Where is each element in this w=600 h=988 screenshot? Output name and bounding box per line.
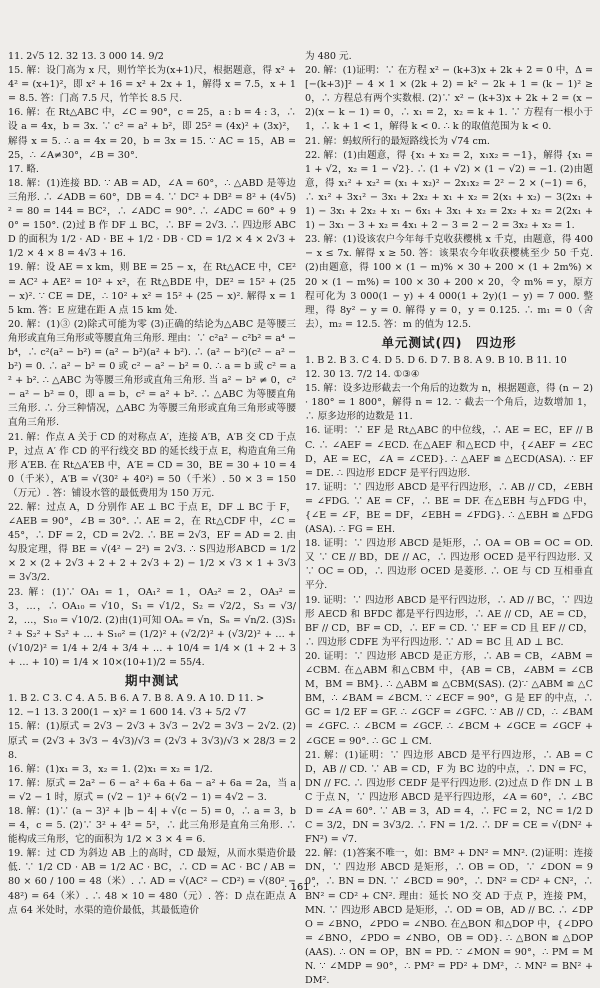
right-column — [305, 50, 593, 988]
answer-item: 19. 解：设 AE = x km，则 BE = 25 − x，在 Rt△ACE 中，CE² = AC² + AE² = 10² + x²，在 Rt△BDE 中，DE² = 15² + (25 − x)². ∵ CE = DE，∴ 10² + x² = 15² + (25 − x)². 解得 x = 15 km. 答：E 应建在距 A 点 15 km 处. — [8, 262, 296, 316]
answer-item: 12. −1 13. 3 200(1 − x)² = 1 600 14. √3 + 5/2 √7 — [8, 707, 247, 719]
answer-item: 21. 解：作点 A 关于 CD 的对称点 A′，连接 A′B，A′B 交 CD 于点 P，过点 A′ 作 CD 的平行线交 BD 的延长线于点 E，构造直角三角形 A′EB. 在 Rt△A′EB 中，A′E = CD = 30，BE = 30 + 10 = 40（千米），A′B = √(30² + 40²) = 50（千米）. 50 × 3 = 150（万元）. 答：铺设水管的最低费用为 150 万元. — [8, 431, 296, 499]
answer-item: 16. 解：(1)x₁ = 3，x₂ = 1. (2)x₁ = x₂ = 1/2. — [8, 763, 213, 775]
answer-item: 15. 解：设多边形截去一个角后的边数为 n，根据题意，得 (n − 2) · 180° = 1 800°，解得 n = 12. ∵ 截去一个角后，边数增加 1，∴ 原多边形的边数是 11. — [305, 383, 593, 423]
answer-item: 22. 解：过点 A，D 分别作 AE ⊥ BC 于点 E，DF ⊥ BC 于 F，∠AEB = 90°，∠B = 30°. ∴ AE = 2，在 Rt△CDF 中，∠C = 45°，∴ DF = 2，CD = 2√2. ∴ BE = 2√3，EF = AD = 2. 由勾股定理，得 BE = √(4² − 2²) = 2√3. ∴ S四边形ABCD = 1/2 × 2 × (2 + 2√3 + 2 + 2 + 2√3 + 2) − 1/2 × √3 × 1 + 3√3 = 3√3/2. — [8, 502, 296, 584]
answer-item: 11. 2√5 12. 32 13. 3 000 14. 9/2 — [8, 51, 164, 62]
answer-item: 21. 解：(1)证明：∵ 四边形 ABCD 是平行四边形，∴ AB = CD，AB // CD. ∵ AB = CD，F 为 BC 边的中点，∴ DN = FC，DN // FC. ∴ 四边形 CEDF 是平行四边形. (2)过点 D 作 DN ⊥ BC 于点 N，∵ 四边形 ABCD 是平行四边形，∠A = 60°，∴ ∠BCD = ∠A = 60°. ∵ AB = 3，AD = 4，∴ FC = 2，NC = 1/2 DC = 3/2，DN = 3√3/2. ∴ FN = 1/2. ∴ DF = CE = √(DN² + FN²) = √7. — [305, 749, 593, 846]
answer-item: 22. 解：(1)答案不唯一，如：BM² + DN² = MN². (2)证明：连接 DN，∵ 四边形 ABCD 是矩形，∴ OB = OD，∵ ∠DON = 90°，∴ BN = DN. ∵ ∠BCD = 90°，∴ DN² = CD² + CN²，∴ BN² = CD² + CN². 理由：延长 NO 交 AD 于点 P，连接 PM，MN. ∵ 四边形 ABCD 是矩形，∴ OD = OB，AD // BC. ∴ ∠DPO = ∠BNO，∠PDO = ∠NBO. 在△BON 和△DOP 中，{∠DPO = ∠BNO，∠PDO = ∠NBO，OB = OD}. ∴ △BON ≌ △DOP(AAS). ∴ ON = OP，BN = PD. ∵ ∠MON = 90°，∴ PM = MN. ∵ ∠MDP = 90°，∴ PM² = PD² + DM²，∴ MN² = BN² + DM². — [305, 848, 593, 987]
answer-item: 17. 解：原式 = 2a² − 6 − a² + 6a + 6a − a² + 6a = 2a，当 a = √2 − 1 时，原式 = (√2 − 1)² + 6(√2 − 1) = 4√2 − 3. — [8, 777, 296, 803]
answer-item: 17. 略. — [8, 163, 39, 175]
answer-item: 20. 解：(1)证明：∵ 在方程 x² − (k+3)x + 2k + 2 = 0 中，Δ = [−(k+3)]² − 4 × 1 × (2k + 2) = k² − 2k + 1 = (k − 1)² ≥ 0，∴ 方程总有两个实数根. (2)∵ x² − (k+3)x + 2k + 2 = (x − 2)(x − k − 1) = 0，∴ x₁ = 2，x₂ = k + 1. ∵ 方程有一根小于 1，∴ k + 1 < 1，解得 k < 0. ∴ k 的取值范围为 k < 0. — [305, 65, 593, 133]
answer-item: 1. B 2. C 3. C 4. A 5. B 6. A 7. B 8. A 9. A 10. D 11. > — [8, 693, 265, 705]
answer-item: 17. 证明：∵ 四边形 ABCD 是平行四边形，∴ AB // CD，∠EBH = ∠FDG. ∵ AE = CF，∴ BE = DF. 在△EBH 与△FDG 中，{∠E = ∠F，BE = DF，∠EBH = ∠FDG}. ∴ △EBH ≌ △FDG(ASA). ∴ FG = EH. — [305, 481, 593, 536]
answer-item: 20. 解：(1)③ (2)除式可能为零 (3)正确的结论为△ABC 是等腰三角形或直角三角形或等腰直角三角形. 理由：∵ c²a² − c²b² = a⁴ − b⁴，∴ c²(a² − b²) = (a² − b²)(a² + b²). ∴ (a² − b²)(c² − a² − b²) = 0. ∴ a² − b² = 0 或 c² − a² − b² = 0. ∴ a = b 或 c² = a² + b². ∴ △ABC 为等腰三角形或直角三角形. 当 a² − b² ≠ 0，c² − a² − b² = 0，即 a = b，c² = a² + b². ∴ △ABC 为等腰直角三角形. ∴ 分三种情况，△ABC 为等腰三角形或直角三角形或等腰直角三角形. — [8, 318, 296, 429]
answer-item: 15. 解：设门高为 x 尺，则竹竿长为(x+1)尺，根据题意，得 x² + 4² = (x+1)²，即 x² + 16 = x² + 2x + 1，解得 x = 7.5，x + 1 = 8.5. 答：门高 7.5 尺，竹竿长 8.5 尺. — [8, 65, 296, 105]
answer-item: 23. 解：(1)∵ OA₁ = 1，OA₁² = 1，OA₂² = 2，OA₃² = 3，…，∴ OA₁₀ = √10，S₁ = √1/2，S₂ = √2/2，S₃ = √3/2，…，S₁₀ = √10/2. (2)由(1)可知 OAₙ = √n，Sₙ = √n/2. (3)S₁² + S₂² + S₃² + … + S₁₀² = (1/2)² + (√2/2)² + (√3/2)² + … + (√10/2)² = 1/4 + 2/4 + 3/4 + … + 10/4 = 1/4 × (1 + 2 + 3 + … + 10) = 1/4 × 10×(10+1)/2 = 55/4. — [8, 586, 296, 669]
answer-item: 19. 解：过 CD 为斜边 AB 上的高时，CD 最短，从而水渠造价最低. ∵ 1/2 CD · AB = 1/2 AC · BC，∴ CD = AC · BC / AB = 80 × 60 / 100 = 48（米）. ∴ AD = √(AC² − CD²) = √(80² − 48²) = 64（米）. ∴ 48 × 10 = 480（元）. 答：D 点在距点 A 点 64 米处时，水渠的造价最低，其最低造价 — [8, 848, 296, 916]
section-heading: 期中测试 — [124, 673, 179, 689]
answer-item: 18. 解：(1)连接 BD. ∵ AB = AD，∠A = 60°，∴ △ABD 是等边三角形. ∴ ∠ADB = 60°，DB = 4. ∵ DC² + DB² = 8² + (4√5)² = 80 = 144 = BC²，∴ ∠ADC = 90°. ∴ ∠ADC = 60° + 90° = 150°. (2)过 B 作 DF ⊥ BC，∴ BF = 2√3. ∴ 四边形 ABCD 的面积为 1/2 · AD · BE + 1/2 · DB · CD = 1/2 × 4 × 2√3 + 1/2 × 4 × 8 = 4√3 + 16. — [8, 177, 296, 260]
answer-item: 15. 解：(1)原式 = 2√3 − 2√3 + 3√3 − 2√2 = 3√3 − 2√2. (2)原式 = (2√3 + 3√3 − 4√3)/√3 = (2√3 + 3√3)/√3 × 28/3 = 28. — [8, 721, 296, 761]
answer-item: 12. 30 13. 7/2 14. ①③④ — [305, 369, 420, 381]
page-number: · 161 · — [284, 882, 316, 893]
left-column — [8, 50, 296, 918]
answer-item: 为 480 元. — [305, 51, 352, 62]
answer-item: 18. 证明：∵ 四边形 ABCD 是矩形，∴ OA = OB = OC = OD. 又 ∵ CE // BD，DE // AC，∴ 四边形 OCED 是平行四边形. 又 ∵ OC = OD，∴ 四边形 OCED 是菱形. ∴ OE 与 CD 互相垂直平分. — [305, 538, 593, 592]
answer-item: 20. 证明：∵ 四边形 ABCD 是正方形，∴ AB = CB，∠ABM = ∠CBM. 在△ABM 和△CBM 中，{AB = CB，∠ABM = ∠CBM，BM = BM}. ∴ △ABM ≌ △CBM(SAS). (2)∵ △ABM ≌ △CBM，∴ ∠BAM = ∠BCM. ∵ ∠ECF = 90°，G 是 EF 的中点，∴ GC = 1/2 EF = GF. ∴ ∠GCF = ∠GFC. ∵ AB // CD，∴ ∠BAM = ∠GFC. ∴ ∠BCM = ∠GCF. ∴ ∠BCM + ∠GCE = ∠GCF + ∠GCE = 90°. ∴ GC ⊥ CM. — [305, 650, 593, 747]
answer-item: 16. 解：在 Rt△ABC 中，∠C = 90°，c = 25，a : b = 4 : 3，∴设 a = 4x，b = 3x. ∵ c² = a² + b²，即 25² = (4x)² + (3x)²，解得 x = 5. ∴ a = 4x = 20，b = 3x = 15. ∵ AC = 15，AB = 25，∴ ∠A≠30°，∠B = 30°. — [8, 107, 296, 161]
answer-item: 1. B 2. B 3. C 4. D 5. D 6. D 7. B 8. A 9. B 10. B 11. 10 — [305, 354, 567, 366]
answer-item: 21. 解：蚂蚁所行的最短路线长为 √74 cm. — [305, 135, 490, 147]
section-heading: 单元测试(四) 四边形 — [381, 334, 517, 350]
answer-item: 22. 解：(1)由题意，得 {x₁ + x₂ = 2，x₁x₂ = −1}，解得 {x₁ = 1 + √2，x₂ = 1 − √2}. ∴ (1 + √2) × (1 − √2) = −1. (2)由题意，得 x₁² + x₂² = (x₁ + x₂)² − 2x₁x₂ = 2² − 2 × (−1) = 6，∴ x₁² + 3x₁² − 3x₁ + 2x₂ + x₁ + x₂ = 2(x₁ + x₂) − 3(2x₁ + 1) − 3x₁ + 2x₂ + x₁ − 6x₁ + 3x₁ + x₂ = 2x₂ + x₂ = 2(2x₁ + 1) − 3x₁ − 3 + x₂ = 4x₁ + 2 − 3 = 2 − 2 = 3x₂ + x₂ = 1. — [305, 149, 593, 232]
answer-item: 23. 解：(1)设该农户今年每千克收获樱桃 x 千克，由题意，得 400 − x ≤ 7x. 解得 x ≥ 50. 答：该果农今年收获樱桃至少 50 千克. (2)由题意，得 100 × (1 − m)% × 30 + 200 × (1 + 2m%) × 20 × (1 − m%) = 100 × 30 + 200 × 20，令 m% = y，原方程可化为 3 000(1 − y) + 4 000(1 + 2y)(1 − y) = 7 000. 整理，得 8y² − y = 0. 解得 y = 0，y = 0.125. ∴ m₁ = 0（舍去），m₂ = 12.5. 答：m 的值为 12.5. — [305, 234, 593, 330]
answer-item: 19. 证明：∵ 四边形 ABCD 是平行四边形，∴ AD // BC，∵ 四边形 AECD 和 BFDC 都是平行四边形，∴ AE // CD，AE = CD，BF // CD，BF = CD，∴ EF = CD. ∵ EF = CD 且 EF // CD，∴ 四边形 CDFE 为平行四边形. ∵ AD = BC 且 AD ⊥ BC. — [305, 594, 593, 648]
answer-item: 16. 证明：∵ EF 是 Rt△ABC 的中位线，∴ AE = EC，EF // BC. ∴ ∠AEF = ∠ECD. 在△AEF 和△ECD 中，{∠AEF = ∠ECD，AE = EC，∠A = ∠CED}. ∴ △AEF ≌ △ECD(ASA). ∴ EF = DE. ∴ 四边形 EDCF 是平行四边形. — [305, 425, 593, 479]
column-divider — [299, 540, 300, 790]
answer-item: 18. 解：(1)∵ (a − 3)² + |b − 4| + √(c − 5) = 0，∴ a = 3，b = 4，c = 5. (2)∵ 3² + 4² = 5²，∴ 此三角形是直角三角形. ∴ 能构成三角形，它的面积为 1/2 × 3 × 4 = 6. — [8, 805, 296, 846]
